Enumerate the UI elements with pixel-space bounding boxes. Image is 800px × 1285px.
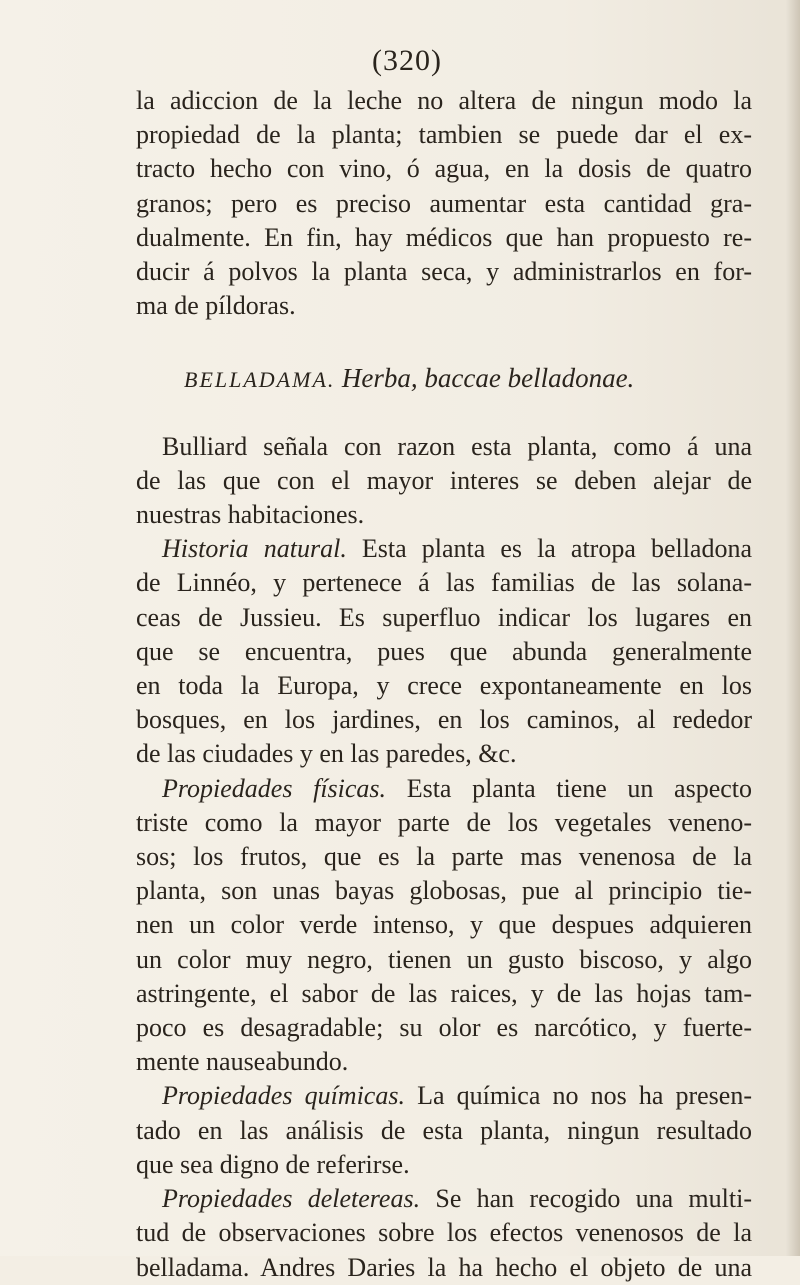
text-line: Propiedades físicas. Esta planta tiene un aspecto [162,773,753,803]
page-edge-shadow [786,0,800,1256]
heading-latin: Herba, baccae belladonae. [341,363,635,394]
text-line: la adiccion de la leche no altera de ningun modo la [136,86,752,115]
text-line: planta, son unas bayas globosas, pue al principio tie- [136,876,752,906]
text-line: ducir á polvos la planta seca, y administrarlos en for- [136,257,752,287]
text-line: Propiedades químicas. La química no nos ha presen- [162,1081,752,1111]
page-text [136,84,752,1285]
text-line: nen un color verde intenso, y que despues adquieren [136,910,752,940]
text-line: que se encuentra, pues que abunda generalmente [136,636,752,666]
text-line: belladama. Andres Daries la ha hecho el objeto de una [136,1252,752,1282]
text-line: poco es desagradable; su olor es narcótico, y fuerte- [136,1013,752,1043]
section-heading [184,361,752,397]
text-line: que sea digno de referirse. [136,1149,410,1179]
text-line: bosques, en los jardines, en los caminos, al rededor [136,705,752,735]
text-line: propiedad de la planta; tambien se puede dar el ex- [136,120,752,150]
paragraph-label: Historia natural. [162,534,347,564]
text-line: ma de píldoras. [136,291,296,321]
text-line: nuestras habitaciones. [136,500,365,530]
text-line: tracto hecho con vino, ó agua, en la dosis de quatro [136,154,752,184]
text-line: Propiedades deletereas. Se han recogido una multi- [162,1184,752,1214]
text-line: de las ciudades y en las paredes, &c. [136,739,517,769]
paragraph-label: Propiedades químicas. [162,1081,405,1111]
text-line: granos; pero es preciso aumentar esta cantidad gra- [136,188,752,218]
text-line: de Linnéo, y pertenece á las familias de las solana- [136,568,752,598]
text-line: dualmente. En fin, hay médicos que han propuesto re- [136,222,752,252]
text-line: Bulliard señala con razon esta planta, como á una [162,431,752,461]
heading-caps: BELLADAMA. [184,367,336,393]
text-line: en toda la Europa, y crece expontaneamente en los [136,671,752,701]
text-line: tud de observaciones sobre los efectos venenosos de la [136,1218,752,1248]
text-line: ceas de Jussieu. Es superfluo indicar los lugares en [136,602,752,632]
text-line: de las que con el mayor interes se deben alejar de [136,465,752,495]
text-line: tado en las análisis de esta planta, ningun resultado [136,1115,752,1145]
text-line: un color muy negro, tienen un gusto biscoso, y algo [136,944,752,974]
paragraph-label: Propiedades físicas. [162,773,387,803]
text-line: Historia natural. Esta planta es la atropa belladona [162,534,753,564]
text-line: mente nauseabundo. [136,1047,349,1077]
text-line: sos; los frutos, que es la parte mas venenosa de la [136,842,752,872]
text-line: astringente, el sabor de las raices, y de las hojas tam- [136,978,752,1008]
paragraph-label: Propiedades deletereas. [162,1184,421,1214]
text-line: triste como la mayor parte de los vegetales veneno- [136,807,752,837]
page-number: (320) [372,44,442,77]
